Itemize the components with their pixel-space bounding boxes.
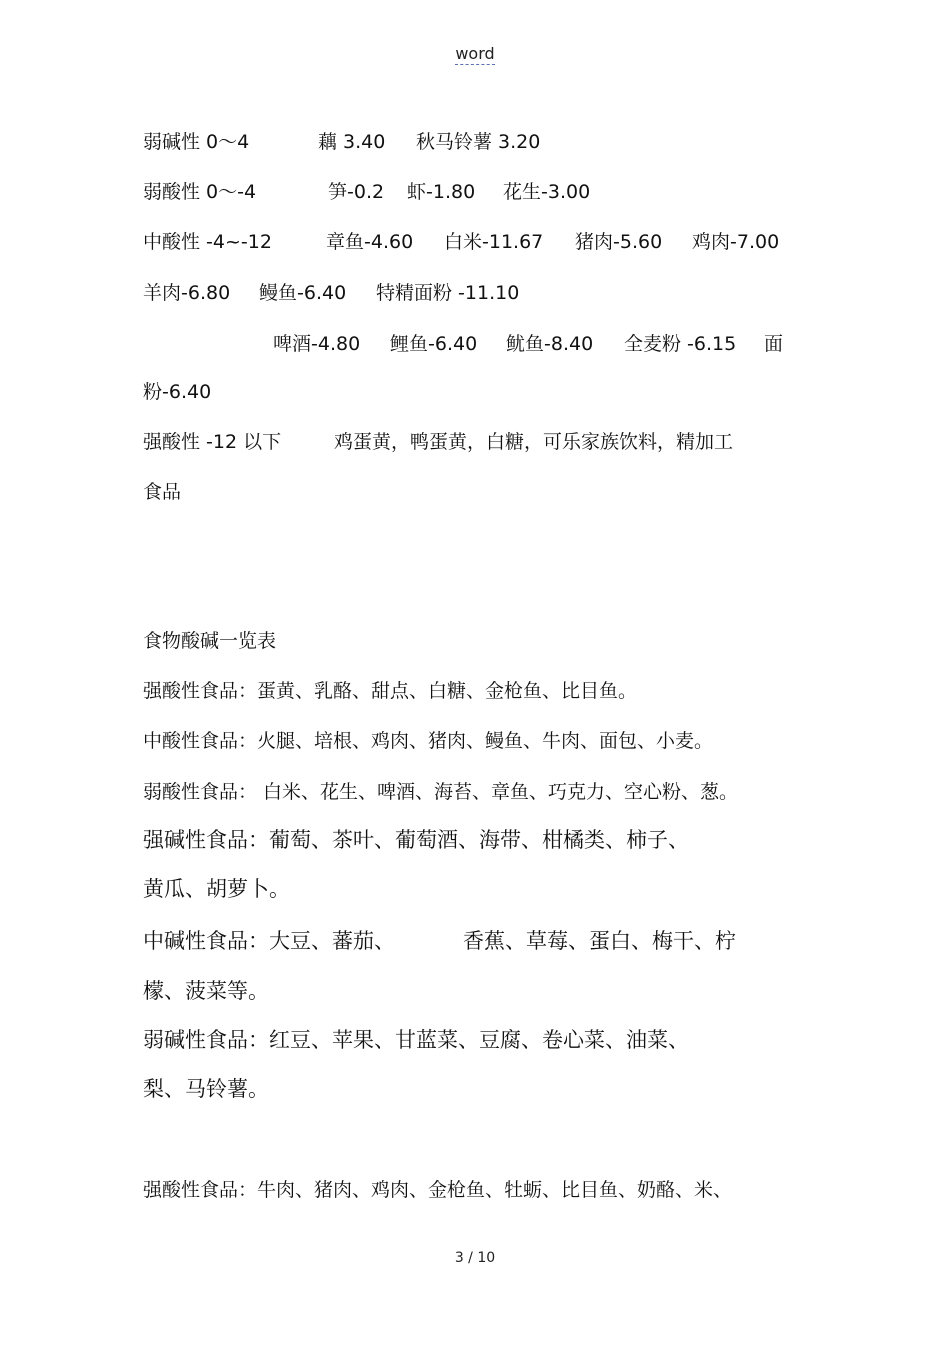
weak-acid-label: 弱酸性 0～-4 [143, 181, 257, 203]
category-line: 弱酸性食品： 白米、花生、啤酒、海苔、章鱼、巧克力、空心粉、葱。 [143, 781, 739, 803]
mid-acid-line3-item: 啤酒-4.80 [273, 333, 361, 355]
mid-acid-item: 白米-11.67 [444, 231, 544, 253]
weak-acid-item: 虾-1.80 [407, 181, 476, 203]
page-header [0, 44, 950, 63]
page-number: 3 / 10 [454, 1250, 496, 1266]
weak-acid-item: 花生-3.00 [503, 181, 591, 203]
category-line-cont: 黄瓜、胡萝卜。 [143, 877, 290, 901]
category-line: 中酸性食品：火腿、培根、鸡肉、猪肉、鳗鱼、牛肉、面包、小麦。 [143, 730, 714, 752]
mid-acid-line3-item: 面 [764, 333, 784, 355]
category-line-cont: 檬、菠菜等。 [143, 979, 269, 1003]
category-line-cont: 梨、马铃薯。 [143, 1077, 269, 1101]
mid-acid-item: 猪肉-5.60 [575, 231, 663, 253]
weak-alkaline-item: 秋马铃薯 3.20 [416, 131, 541, 153]
weak-acid-item: 笋-0.2 [328, 181, 385, 203]
strong-acid-line2: 食品 [143, 481, 182, 503]
category-line-part2: 香蕉、草莓、蛋白、梅干、柠 [463, 929, 736, 953]
mid-acid-line2-item: 羊肉-6.80 [143, 282, 231, 304]
weak-alkaline-item: 藕 3.40 [318, 131, 386, 153]
mid-acid-item: 鸡肉-7.00 [692, 231, 780, 253]
mid-acid-line3-item: 全麦粉 -6.15 [624, 333, 737, 355]
category-line: 强碱性食品：葡萄、茶叶、葡萄酒、海带、柑橘类、柿子、 [143, 828, 689, 852]
strong-acid-label: 强酸性 -12 以下 [143, 431, 282, 453]
mid-acid-item: 章鱼-4.60 [326, 231, 414, 253]
category-line: 强酸性食品：蛋黄、乳酪、甜点、白糖、金枪鱼、比目鱼。 [143, 680, 638, 702]
mid-acid-label: 中酸性 -4~-12 [143, 231, 272, 253]
strong-acid-items: 鸡蛋黄，鸭蛋黄，白糖，可乐家族饮料，精加工 [334, 431, 734, 453]
last-line: 强酸性食品：牛肉、猪肉、鸡肉、金枪鱼、牡蛎、比目鱼、奶酪、米、 [143, 1179, 733, 1201]
mid-acid-line2-item: 鳗鱼-6.40 [259, 282, 347, 304]
category-line: 弱碱性食品：红豆、苹果、甘蓝菜、豆腐、卷心菜、油菜、 [143, 1028, 689, 1052]
mid-acid-line3-item: 鱿鱼-8.40 [506, 333, 594, 355]
mid-acid-line3-item: 鲤鱼-6.40 [390, 333, 478, 355]
list-title: 食物酸碱一览表 [143, 630, 277, 652]
weak-alkaline-label: 弱碱性 0～4 [143, 131, 250, 153]
mid-acid-line4: 粉-6.40 [143, 381, 212, 403]
category-line: 中碱性食品：大豆、蕃茄、 [143, 929, 395, 953]
mid-acid-line2-item: 特精面粉 -11.10 [376, 282, 520, 304]
header-word: word [455, 44, 495, 63]
